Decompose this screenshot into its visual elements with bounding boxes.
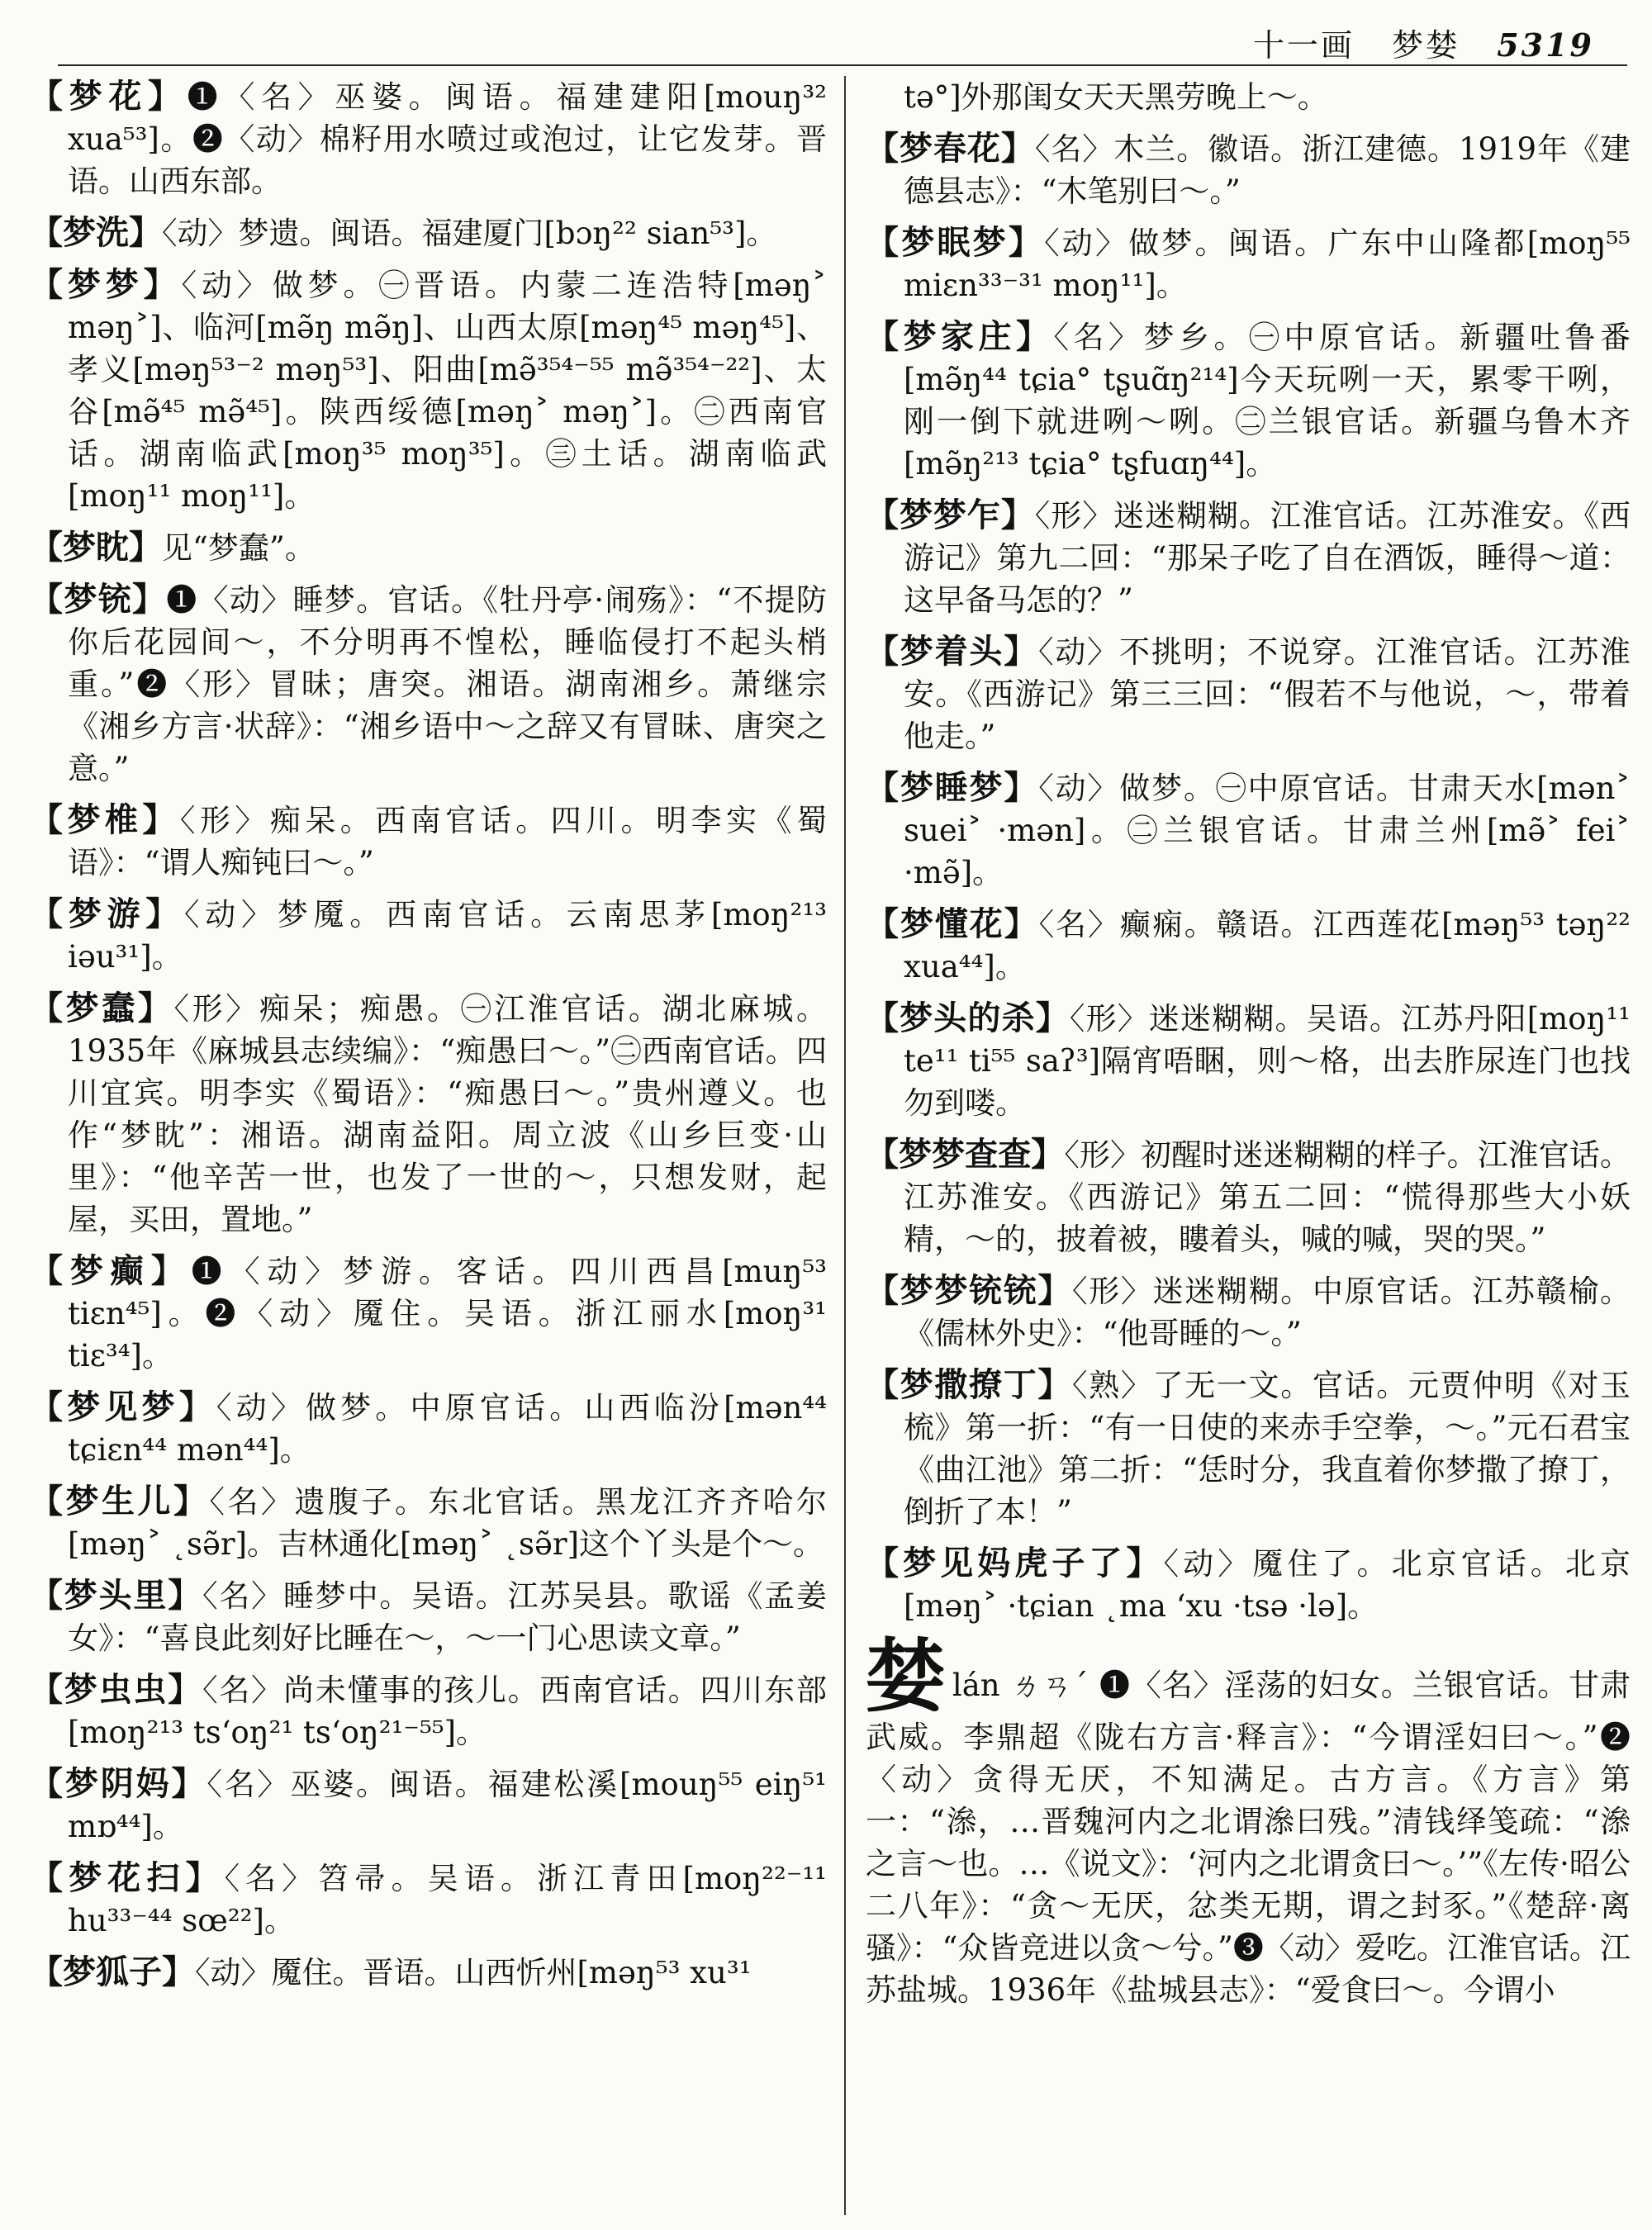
entry-definition: 〈名〉遗腹子。东北官话。黑龙江齐齐哈尔[məŋ˃ ˛sə̃r]。吉林通化[məŋ˃ ˛sə̃r]这个丫头是个～。: [68, 1484, 827, 1562]
entry-headword: 【梦游】: [30, 895, 185, 933]
entry-definition: 〈名〉木兰。徽语。浙江建德。1919年《建德县志》：“木笔别曰～。”: [904, 131, 1631, 209]
dictionary-entry: [30, 1250, 827, 1377]
entry-headword: 【梦眠梦】: [866, 224, 1045, 262]
entry-headword: 【梦见妈虎子了】: [866, 1544, 1164, 1582]
entry-headword: 【梦花扫】: [30, 1859, 225, 1897]
entry-definition: 〈形〉迷迷糊糊。中原官话。江苏赣榆。《儒林外史》：“他哥睡的～。”: [904, 1274, 1631, 1351]
entry-headword: 【梦睡梦】: [866, 769, 1039, 807]
entry-definition: ❶〈名〉巫婆。闽语。福建建阳[mouŋ³² xua⁵³]。❷〈动〉棉籽用水喷过或泡过，让它发芽。晋语。山西东部。: [68, 79, 827, 199]
entry-headword: 【梦眈】: [30, 529, 162, 567]
entry-headword: 【梦铳】: [30, 581, 167, 619]
entry-headword: 【梦头里】: [30, 1577, 203, 1615]
section-label: 十一画: [1253, 27, 1355, 64]
entry-definition: 〈名〉笤帚。吴语。浙江青田[moŋ²²⁻¹¹ hu³³⁻⁴⁴ sœ²²]。: [68, 1861, 827, 1938]
running-head: [1228, 20, 1594, 65]
entry-headword: 【梦蠢】: [30, 989, 174, 1027]
entry-headword: 【梦花】: [30, 78, 188, 116]
dictionary-entry: [30, 1387, 827, 1471]
dictionary-entry: [30, 527, 827, 569]
dictionary-entry: [866, 1270, 1631, 1355]
dictionary-entry: [866, 222, 1631, 306]
entry-definition: 〈动〉梦遗。闽语。福建厦门[bɔŋ²² sian⁵³]。: [162, 216, 777, 251]
entry-headword: 【梦春花】: [866, 130, 1035, 168]
dictionary-entry: [30, 1858, 827, 1942]
entry-headword: 【梦着头】: [866, 633, 1039, 671]
entry-definition: 〈形〉初醒时迷迷糊糊的样子。江淮官话。江苏淮安。《西游记》第五二回：“慌得那些大小妖精，～的，披着被，瞜着头，喊的喊，哭的哭。”: [904, 1137, 1631, 1257]
entry-headword: 【梦梦乍】: [866, 496, 1035, 534]
entry-definition: ❶〈动〉梦游。客话。四川西昌[muŋ⁵³ tiɛn⁴⁵]。❷〈动〉魇住。吴语。浙江丽水[moŋ³¹ tiɛ³⁴]。: [68, 1254, 827, 1374]
right-column: [866, 76, 1631, 2223]
entry-definition: 〈形〉痴呆；痴愚。㊀江淮官话。湖北麻城。1935年《麻城县志续编》：“痴愚曰～。”㊁西南官话。四川宜宾。明李实《蜀语》：“痴愚曰～。”贵州遵义。也作“梦眈”：湘语。湖南益阳。周立波《山乡巨变·山里》：“他辛苦一世，也发了一世的～，只想发财，起屋，买田，置地。”: [68, 991, 827, 1237]
dictionary-entry: [866, 1364, 1631, 1533]
entry-definition: 〈名〉梦乡。㊀中原官话。新疆吐鲁番[mə̃ŋ⁴⁴ tɕia° tʂuɑ̃ŋ²¹⁴]今天玩咧一天，累零干咧，刚一倒下就进咧～咧。㊁兰银官话。新疆乌鲁木齐[mə̃ŋ²¹³ tɕia° tʂfuɑŋ⁴⁴]。: [904, 320, 1631, 482]
entry-definition: 〈动〉魇住了。北京官话。北京[məŋ˃ ·tɕian ˛ma ʻxu ·tsə ·lə]。: [904, 1546, 1631, 1624]
right-entries: [866, 76, 1631, 1627]
dictionary-entry: [30, 1669, 827, 1753]
entry-headword: 【梦梦铳铳】: [866, 1272, 1073, 1310]
entry-definition: 〈动〉做梦。㊀晋语。内蒙二连浩特[məŋ˃ məŋ˃]、临河[mə̃ŋ mə̃ŋ]、山西太原[məŋ⁴⁵ məŋ⁴⁵]、孝义[məŋ⁵³⁻² məŋ⁵³]、阳曲[mə̃³⁵⁴⁻⁵⁵ mə̃³⁵⁴⁻²²]、太谷[mə̃⁴⁵ mə̃⁴⁵]。陕西绥德[məŋ˃ məŋ˃]。㊁西南官话。湖南临武[moŋ³⁵ moŋ³⁵]。㊂土话。湖南临武[moŋ¹¹ moŋ¹¹]。: [68, 268, 827, 514]
entry-definition: 〈名〉睡梦中。吴语。江苏吴县。歌谣《孟姜女》：“喜良此刻好比睡在～，～一门心思读文章。”: [68, 1578, 827, 1656]
dictionary-entry: [866, 767, 1631, 894]
entry-headword: 【梦见梦】: [30, 1388, 216, 1426]
dictionary-entry: [30, 894, 827, 978]
dictionary-entry: [866, 495, 1631, 621]
dictionary-entry: [30, 212, 827, 254]
entry-headword: 【梦虫虫】: [30, 1671, 203, 1709]
entry-definition: 〈动〉做梦。㊀中原官话。甘肃天水[mən˃ suei˃ ·mən]。㊁兰银官话。甘肃兰州[mə̃˃ fei˃ ·mə̃]。: [904, 771, 1631, 890]
entry-definition: 见“梦蠢”。: [162, 530, 316, 566]
entry-headword: 【梦撒撩丁】: [866, 1366, 1073, 1404]
dictionary-entry: [866, 631, 1631, 757]
dictionary-entry: [30, 799, 827, 884]
character-headword: 婪: [866, 1630, 946, 1723]
dictionary-entry: [30, 1763, 827, 1848]
dictionary-entry: [866, 76, 1631, 118]
entry-headword: 【梦洗】: [30, 214, 162, 252]
entry-definition: 〈形〉迷迷糊糊。吴语。江苏丹阳[moŋ¹¹ te¹¹ ti⁵⁵ saʔ³]隔宵唔睏，则～格，出去胙尿连门也找勿到喽。: [904, 1001, 1631, 1121]
entry-definition: 〈形〉迷迷糊糊。江淮官话。江苏淮安。《西游记》第九二回：“那呆子吃了自在酒饭，睡得～道：这早备马怎的？”: [904, 498, 1631, 618]
entry-definition: 〈动〉梦魇。西南官话。云南思茅[moŋ²¹³ iəu³¹]。: [68, 897, 827, 975]
entry-headword: 【梦梦】: [30, 266, 182, 304]
entry-headword: 【梦头的杀】: [866, 999, 1070, 1037]
entry-headword: 【梦阴妈】: [30, 1765, 207, 1803]
entry-headword: 【梦狐子】: [30, 1953, 195, 1991]
dictionary-entry: [866, 1543, 1631, 1627]
dictionary-entry: [30, 264, 827, 517]
entry-headword: 【梦生儿】: [30, 1483, 210, 1521]
left-column: [30, 76, 827, 2223]
dictionary-entry: [866, 998, 1631, 1124]
character-entry-body: lán ㄌㄢˊ ❶〈名〉淫荡的妇女。兰银官话。甘肃武威。李鼎超《陇右方言·释言》：“今谓淫妇曰～。”❷〈动〉贪得无厌，不知满足。古方言。《方言》第一：“㵕，…晋魏河内之北谓㵕曰残。”清钱绎笺疏：“㵕之言～也。…《说文》：‘河内之北谓贪曰～。’”《左传·昭公二八年》：“贪～无厌，忿类无期，谓之封豕。”《楚辞·离骚》：“众皆竞进以贪～兮。”❸〈动〉爱吃。江淮官话。江苏盐城。1936年《盐城县志》：“爱食曰～。今谓小: [866, 1668, 1631, 2008]
entry-headword: 【梦家庄】: [866, 318, 1054, 356]
heading-chars: 梦婪: [1392, 27, 1460, 64]
dictionary-entry: [30, 1952, 827, 1994]
entry-headword: 【梦癫】: [30, 1252, 192, 1290]
dictionary-entry: [30, 1575, 827, 1659]
entry-definition: 〈动〉不挑明；不说穿。江淮官话。江苏淮安。《西游记》第三三回：“假若不与他说，～，带着他走。”: [904, 634, 1631, 754]
character-entry: [866, 1630, 1631, 2011]
entry-definition: 〈动〉魇住。晋语。山西忻州[məŋ⁵³ xu³¹: [195, 1955, 752, 1990]
dictionary-entry: [30, 1481, 827, 1565]
entry-definition: ❶〈动〉睡梦。官话。《牡丹亭·闹殇》：“不提防你后花园间～，不分明再不惶松，睡临侵打不起头梢重。”❷〈形〉冒昧；唐突。湘语。湖南湘乡。萧继宗《湘乡方言·状辞》：“湘乡语中～之辞又有冒昧、唐突之意。”: [68, 582, 827, 786]
entry-headword: 【梦椎】: [30, 801, 180, 839]
entry-definition: 〈动〉做梦。中原官话。山西临汾[mən⁴⁴ tɕiɛn⁴⁴ mən⁴⁴]。: [68, 1390, 827, 1468]
entry-definition: tə°]外那闺女天天黑劳晚上～。: [904, 79, 1328, 115]
entry-definition: 〈名〉尚未懂事的孩儿。西南官话。四川东部[moŋ²¹³ tsʻoŋ²¹ tsʻoŋ²¹⁻⁵⁵]。: [68, 1672, 827, 1750]
entry-definition: 〈动〉做梦。闽语。广东中山隆都[moŋ⁵⁵ miɛn³³⁻³¹ moŋ¹¹]。: [904, 225, 1631, 303]
entry-definition: 〈熟〉了无一文。官话。元贾仲明《对玉梳》第一折：“有一日使的来赤手空拳，～。”元石君宝《曲江池》第二折：“恁时分，我直着你梦撒了撩丁，倒折了本！”: [904, 1368, 1631, 1530]
entry-definition: 〈名〉巫婆。闽语。福建松溪[mouŋ⁵⁵ eiŋ⁵¹ mɒ⁴⁴]。: [68, 1767, 827, 1844]
dictionary-entry: [30, 579, 827, 790]
dictionary-entry: [30, 988, 827, 1241]
page-number: 5319: [1497, 26, 1594, 64]
dictionary-entry: [866, 904, 1631, 988]
dictionary-entry: [866, 316, 1631, 485]
entry-headword: 【梦梦查查】: [866, 1136, 1065, 1174]
entry-definition: 〈名〉癫痫。赣语。江西莲花[məŋ⁵³ təŋ²² xua⁴⁴]。: [904, 907, 1631, 985]
entry-definition: 〈形〉痴呆。西南官话。四川。明李实《蜀语》：“谓人痴钝曰～。”: [68, 803, 827, 880]
entry-headword: 【梦懂花】: [866, 905, 1039, 943]
dictionary-entry: [866, 1134, 1631, 1260]
dictionary-entry: [866, 128, 1631, 212]
page-header: [58, 15, 1627, 66]
dictionary-entry: [30, 76, 827, 202]
column-divider: [844, 76, 846, 2215]
